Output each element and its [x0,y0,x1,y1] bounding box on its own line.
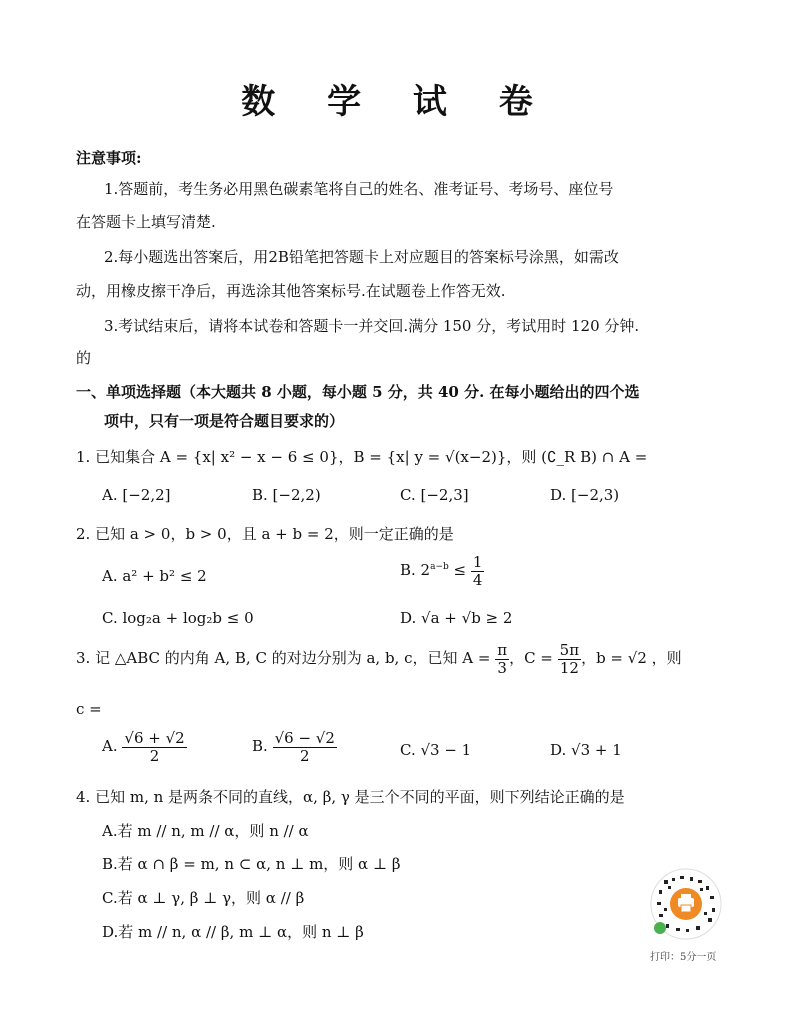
page-title: 数 学 试 卷 [241,82,553,122]
question-4-option-c: C.若 α ⊥ γ, β ⊥ γ，则 α // β [102,889,305,907]
option-b-fraction [273,730,337,764]
option-label: A. [102,737,118,755]
option-b-fraction [471,554,485,588]
question-4-stem: 4. 已知 m, n 是两条不同的直线，α, β, γ 是三个不同的平面，则下列结论正确的是 [76,788,625,806]
fraction-denominator: 2 [149,746,160,765]
question-4-option-a: A.若 m // n, m // α，则 n // α [102,822,309,840]
qr-code[interactable] [650,868,722,940]
option-a-fraction [122,730,186,764]
option-b-relation: ≤ [448,561,471,579]
fraction-denominator: 4 [472,570,483,589]
section-heading-line-2: 项中，只有一项是符合题目要求的） [104,412,345,430]
stem-part-2: ，C = [509,649,558,667]
notice-item-3-line-2: 的 [76,349,92,367]
question-1-option-d: D. [−2,3) [550,486,620,504]
angle-c-fraction [558,642,581,676]
qr-code-graphic [650,868,722,940]
option-b-exponent: a−b [430,562,449,572]
notice-item-2-line-1: 2.每小题选出答案后，用2B铅笔把答题卡上对应题目的答案标号涂黑，如需改 [104,248,619,266]
option-label: B. [252,737,268,755]
fraction-denominator: 3 [497,658,507,677]
question-1-option-a: A. [−2,2] [102,486,171,504]
notice-item-1-line-1: 1.答题前，考生务必用黑色碳素笔将自己的姓名、准考证号、考场号、座位号 [104,180,614,198]
fraction-numerator: 5π [559,641,580,659]
fraction-numerator: 1 [472,553,483,571]
fraction-numerator: √6 − √2 [274,729,335,747]
notice-heading: 注意事项: [76,149,142,167]
question-2-option-c: C. log₂a + log₂b ≤ 0 [102,609,254,627]
angle-a-fraction [495,642,509,676]
question-3-option-d: D. √3 + 1 [550,741,622,759]
fraction-denominator: 12 [559,658,579,677]
option-b-base: B. 2 [400,561,431,579]
question-3-option-b [252,730,337,764]
question-1-option-c: C. [−2,3] [400,486,469,504]
notice-item-3-line-1: 3.考试结束后，请将本试卷和答题卡一并交回.满分 150 分，考试用时 120 分钟. [104,317,640,335]
notice-item-2-line-2: 动，用橡皮擦干净后，再选涂其他答案标号.在试题卷上作答无效. [76,282,506,300]
question-3-option-a [102,730,187,764]
question-3-stem [76,642,682,676]
notice-item-1-line-2: 在答题卡上填写清楚. [76,213,216,231]
question-2-option-a: A. a² + b² ≤ 2 [102,567,207,585]
question-3-option-c: C. √3 − 1 [400,741,472,759]
question-1-option-b: B. [−2,2) [252,486,321,504]
qr-caption: 打印：5分一页 [650,952,717,963]
fraction-numerator: √6 + √2 [124,729,185,747]
fraction-denominator: 2 [299,746,310,765]
section-heading-line-1: 一、单项选择题（本大题共 8 小题，每小题 5 分，共 40 分. 在每小题给出的四个选 [76,383,640,401]
stem-part-1: 3. 记 △ABC 的内角 A, B, C 的对边分别为 a, b, c，已知 A = [76,649,496,667]
question-3-stem-line-2: c = [76,700,102,718]
question-4-option-b: B.若 α ∩ β = m, n ⊂ α, n ⊥ m，则 α ⊥ β [102,855,401,873]
question-4-option-d: D.若 m // n, α // β, m ⊥ α，则 n ⊥ β [102,923,364,941]
question-2-option-d: D. √a + √b ≥ 2 [400,609,513,627]
fraction-numerator: π [497,641,508,659]
stem-part-3: ，b = √2 ，则 [581,649,682,667]
question-2-option-b [400,554,484,588]
question-2-stem: 2. 已知 a > 0，b > 0，且 a + b = 2，则一定正确的是 [76,525,454,543]
question-1-stem: 1. 已知集合 A = {x| x² − x − 6 ≤ 0}，B = {x| y = √(x−2)}，则 (∁_R B) ∩ A = [76,448,648,466]
